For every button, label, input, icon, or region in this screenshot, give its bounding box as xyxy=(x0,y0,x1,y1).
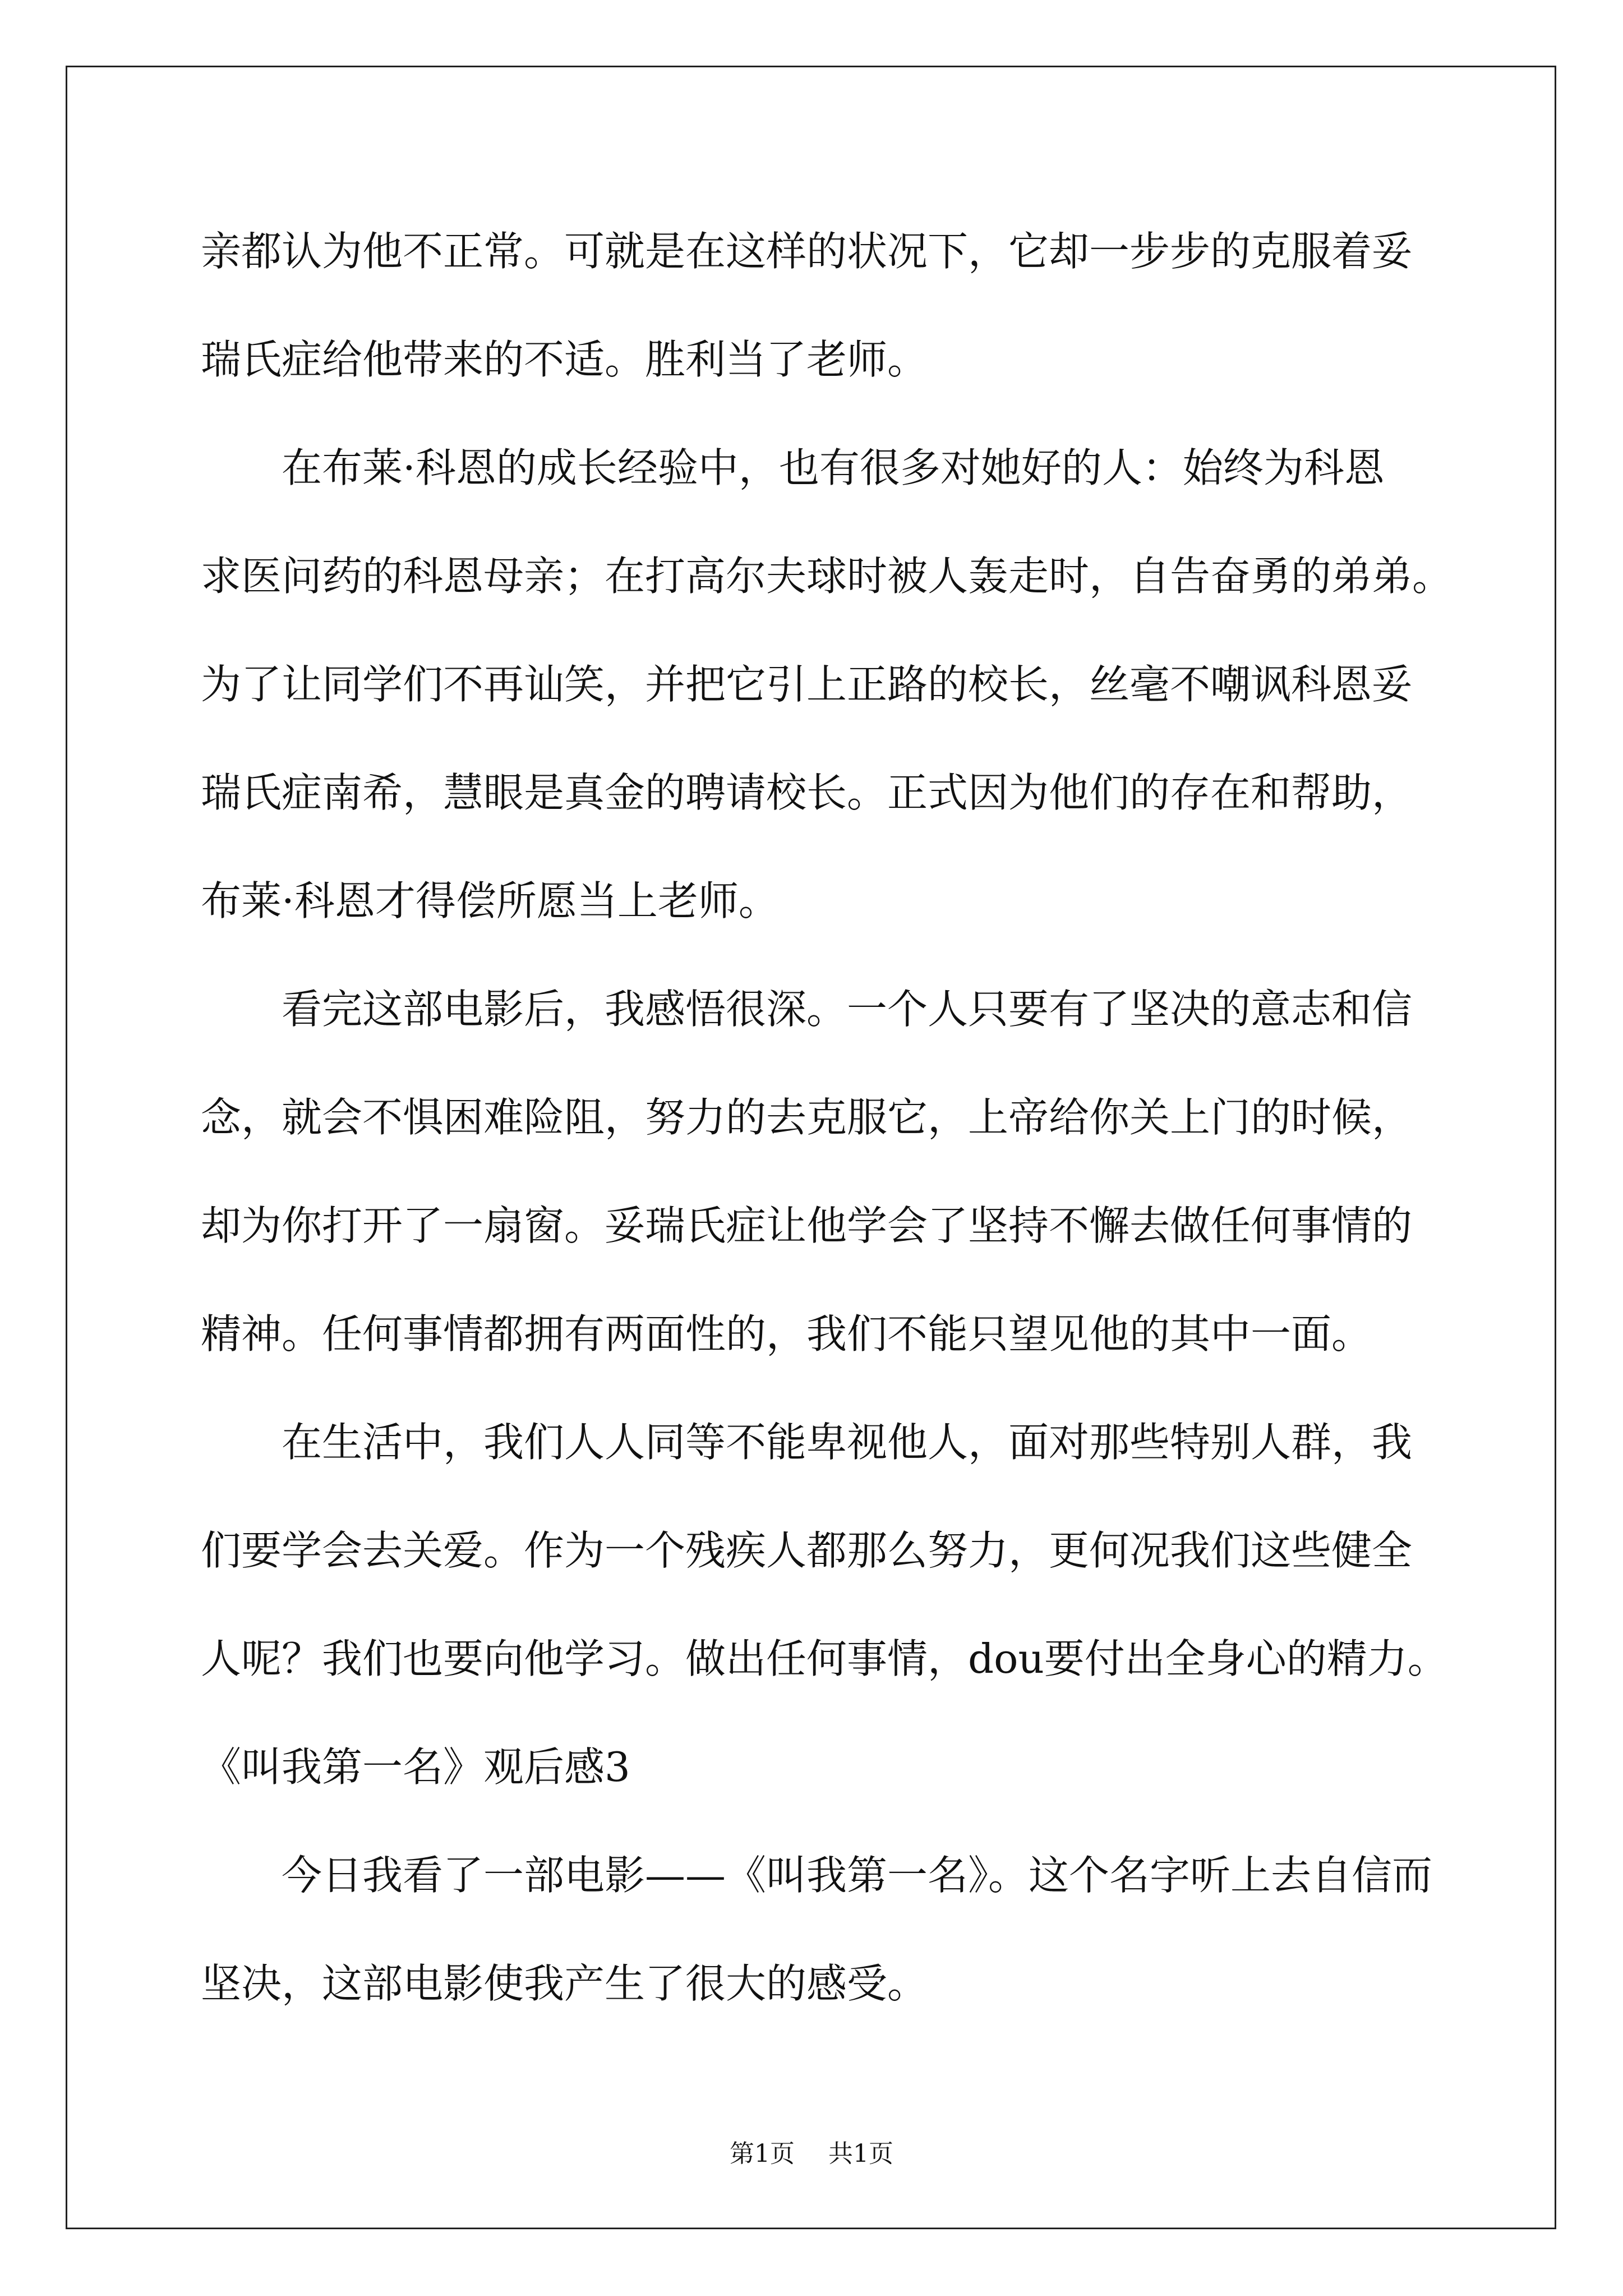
section-heading: 《叫我第一名》观后感3 xyxy=(201,1743,630,1791)
text-line: 精神。任何事情都拥有两面性的，我们不能只望见他的其中一面。 xyxy=(201,1310,1372,1358)
text-line: 在布莱·科恩的成长经验中，也有很多对她好的人：始终为科恩 xyxy=(282,444,1385,491)
text-line: 布莱·科恩才得偿所愿当上老师。 xyxy=(201,877,779,924)
text-line: 坚决，这部电影使我产生了很大的感受。 xyxy=(201,1960,928,2007)
text-line: 人呢？我们也要向他学习。做出任何事情，dou要付出全身心的精力。 xyxy=(201,1635,1448,1682)
text-line: 却为你打开了一扇窗。妥瑞氏症让他学会了坚持不懈去做任何事情的 xyxy=(201,1202,1413,1249)
text-line: 瑞氏症南希，慧眼是真金的聘请校长。正式因为他们的存在和帮助， xyxy=(201,769,1413,816)
text-line: 念，就会不惧困难险阻，努力的去克服它，上帝给你关上门的时候， xyxy=(201,1094,1413,1141)
document-body xyxy=(201,218,1453,2058)
text-line: 今日我看了一部电影——《叫我第一名》。这个名字听上去自信而 xyxy=(282,1852,1433,1899)
text-line: 看完这部电影后，我感悟很深。一个人只要有了坚决的意志和信 xyxy=(282,986,1413,1033)
text-line: 亲都认为他不正常。可就是在这样的状况下，它却一步步的克服着妥 xyxy=(201,228,1413,275)
text-line: 们要学会去关爱。作为一个残疾人都那么努力，更何况我们这些健全 xyxy=(201,1527,1413,1574)
page-footer xyxy=(0,2137,1623,2171)
text-line: 瑞氏症给他带来的不适。胜利当了老师。 xyxy=(201,336,928,383)
page-number: 第1页 xyxy=(730,2139,795,2168)
text-line: 为了让同学们不再讪笑，并把它引上正路的校长，丝毫不嘲讽科恩妥 xyxy=(201,661,1413,708)
text-line: 在生活中，我们人人同等不能卑视他人，面对那些特别人群，我 xyxy=(282,1419,1413,1466)
page-total: 共1页 xyxy=(828,2139,893,2168)
text-line: 求医问药的科恩母亲；在打高尔夫球时被人轰走时，自告奋勇的弟弟。 xyxy=(201,553,1453,600)
